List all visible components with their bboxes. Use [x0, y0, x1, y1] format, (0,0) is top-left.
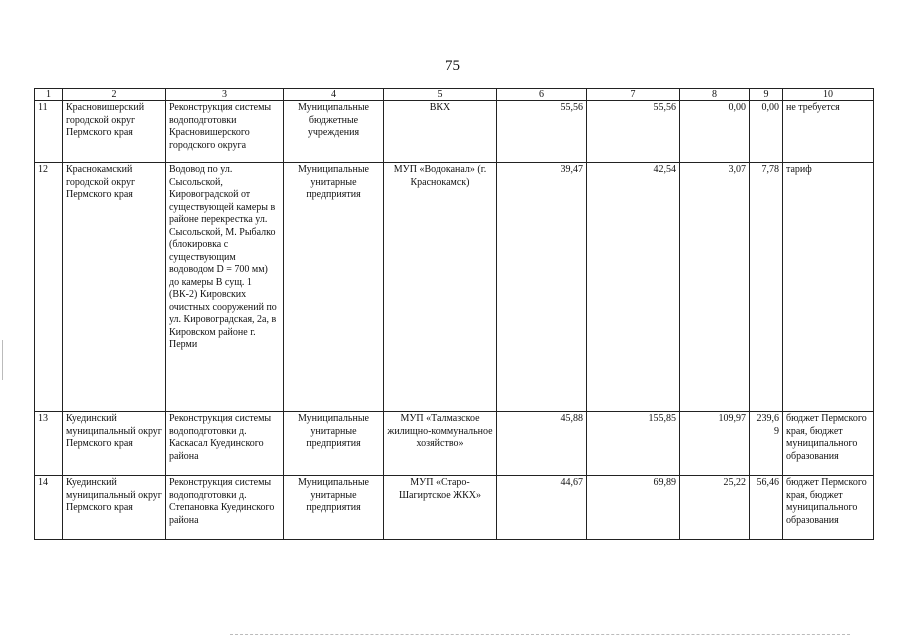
header-cell: 9	[750, 89, 783, 101]
organization-cell: МУП «Старо-Шагиртское ЖКХ»	[384, 476, 497, 540]
object-cell: Реконструкция системы водоподготовки Красновишерского городского округа	[166, 101, 284, 163]
row-number: 13	[35, 412, 63, 476]
value-col7: 155,85	[587, 412, 680, 476]
header-cell: 4	[284, 89, 384, 101]
header-cell: 5	[384, 89, 497, 101]
object-cell: Реконструкция системы водоподготовки д. Каскасал Куединского района	[166, 412, 284, 476]
org-type-cell: Муниципальные унитарные предприятия	[284, 163, 384, 412]
header-cell: 7	[587, 89, 680, 101]
table-row	[35, 476, 874, 540]
value-col9: 56,46	[750, 476, 783, 540]
value-col7: 55,56	[587, 101, 680, 163]
org-type-cell: Муниципальные бюджетные учреждения	[284, 101, 384, 163]
object-cell: Реконструкция системы водоподготовки д. Степановка Куединского района	[166, 476, 284, 540]
object-cell: Водовод по ул. Сысольской, Кировоградской от существующей камеры в районе перекрестка ул. Сысольской, М. Рыбалко (блокировка с существующим водоводом D = 700 мм) до камеры В сущ. 1 (ВК-2) Кировских очистных сооружений по ул. Кировоградская, 2а, в Кировском районе г. Перми	[166, 163, 284, 412]
value-col8: 3,07	[680, 163, 750, 412]
org-type-cell: Муниципальные унитарные предприятия	[284, 476, 384, 540]
organization-cell: МУП «Талмазское жилищно-коммунальное хозяйство»	[384, 412, 497, 476]
table-row	[35, 412, 874, 476]
territory-cell: Краснокамский городской округ Пермского края	[63, 163, 166, 412]
funding-source-cell: бюджет Пермского края, бюджет муниципального образования	[783, 412, 874, 476]
funding-source-cell: тариф	[783, 163, 874, 412]
row-number: 12	[35, 163, 63, 412]
value-col6: 39,47	[497, 163, 587, 412]
value-col9: 7,78	[750, 163, 783, 412]
value-col9: 0,00	[750, 101, 783, 163]
funding-source-cell: бюджет Пермского края, бюджет муниципального образования	[783, 476, 874, 540]
value-col8: 109,97	[680, 412, 750, 476]
value-col7: 42,54	[587, 163, 680, 412]
table-row	[35, 101, 874, 163]
investment-table	[34, 88, 874, 540]
organization-cell: МУП «Водоканал» (г. Краснокамск)	[384, 163, 497, 412]
page-number: 75	[445, 58, 460, 74]
header-cell: 3	[166, 89, 284, 101]
territory-cell: Куединский муниципальный округ Пермского края	[63, 476, 166, 540]
value-col6: 55,56	[497, 101, 587, 163]
organization-cell: ВКХ	[384, 101, 497, 163]
scan-bottom-mark	[230, 634, 850, 636]
header-cell: 10	[783, 89, 874, 101]
value-col9: 239,69	[750, 412, 783, 476]
org-type-cell: Муниципальные унитарные предприятия	[284, 412, 384, 476]
table-row	[35, 163, 874, 412]
value-col6: 44,67	[497, 476, 587, 540]
value-col8: 0,00	[680, 101, 750, 163]
header-row	[35, 89, 874, 101]
funding-source-cell: не требуется	[783, 101, 874, 163]
header-cell: 1	[35, 89, 63, 101]
row-number: 11	[35, 101, 63, 163]
value-col8: 25,22	[680, 476, 750, 540]
scan-edge-mark	[2, 340, 3, 380]
header-cell: 8	[680, 89, 750, 101]
header-cell: 6	[497, 89, 587, 101]
value-col7: 69,89	[587, 476, 680, 540]
territory-cell: Красновишерский городской округ Пермского края	[63, 101, 166, 163]
row-number: 14	[35, 476, 63, 540]
header-cell: 2	[63, 89, 166, 101]
value-col6: 45,88	[497, 412, 587, 476]
territory-cell: Куединский муниципальный округ Пермского края	[63, 412, 166, 476]
